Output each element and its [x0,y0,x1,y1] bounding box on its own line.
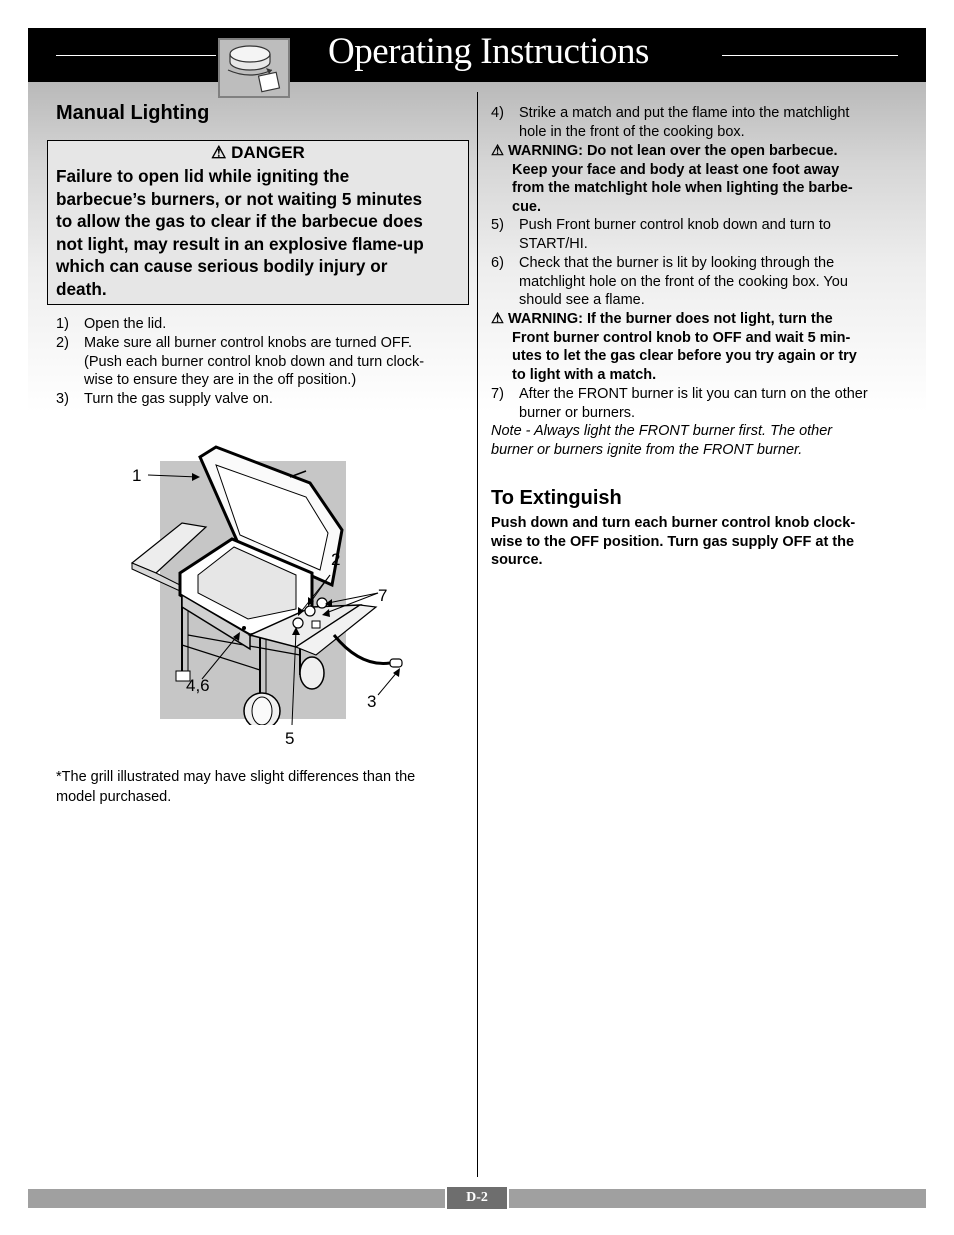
danger-text [56,165,466,301]
callout-4-6: 4,6 [186,676,210,695]
footnote-line: model purchased. [56,788,172,805]
page-title: Operating Instructions [328,31,649,72]
step-line: Open the lid. [84,316,167,332]
danger-line: to allow the gas to clear if the barbecue does [56,211,423,232]
step-line: After the FRONT burner is lit you can turn on the other [519,386,868,402]
note-line: Note - Always light the FRONT burner first. The other [491,423,833,439]
callout-2: 2 [331,550,341,569]
step-text [84,315,166,334]
column-divider [477,92,478,1177]
step-line: matchlight hole on the front of the cooking box. You [519,273,848,290]
step-text [519,216,831,253]
warning-line: Front burner control knob to OFF and wait 5 min- [512,329,851,346]
step-number: 4) [491,105,504,121]
extinguish-text [491,514,911,570]
danger-box [47,140,469,305]
header-bar [28,28,926,82]
step-line: Push Front burner control knob down and turn to [519,217,831,233]
warning-line: Keep your face and body at least one foot away [512,161,840,178]
step-text [84,334,424,390]
danger-line: Failure to open lid while igniting the [56,166,350,186]
footnote [56,768,466,807]
warning-line: ⚠ WARNING: Do not lean over the open barbecue. [491,143,838,159]
danger-line: not light, may result in an explosive flame-up [56,233,424,254]
step-line: (Push each burner control knob down and turn clock- [84,353,425,370]
page-number: D-2 [445,1187,509,1209]
step-text [519,254,848,310]
step-text [84,390,273,409]
danger-heading: ⚠ DANGER [211,143,305,162]
note-line: burner or burners ignite from the FRONT burner. [491,441,803,458]
grill-knob-icon [218,38,290,98]
warning-line: utes to let the gas clear before you try again or try [512,348,857,364]
callout-7: 7 [378,586,388,605]
danger-line: death. [56,278,107,299]
step-line: Strike a match and put the flame into the matchlight [519,105,850,121]
step-text [519,104,849,141]
warning-line: to light with a match. [512,366,657,383]
extinguish-line: source. [491,552,543,568]
step-line: burner or burners. [519,404,636,421]
extinguish-title: To Extinguish [491,487,622,509]
warning-not-lit [491,310,911,384]
danger-line: which can cause serious bodily injury or [56,256,388,277]
step-line: Make sure all burner control knobs are turned OFF. [84,335,413,351]
manual-lighting-title: Manual Lighting [56,102,210,124]
warning-line: ⚠ WARNING: If the burner does not light, turn the [491,311,833,327]
grill-illustration [120,435,420,725]
step-line: START/HI. [519,235,588,252]
warning-line: cue. [512,198,542,215]
extinguish-line: wise to the OFF position. Turn gas supply OFF at the [491,533,855,550]
callout-5: 5 [285,729,295,748]
callout-1: 1 [132,466,142,485]
step-line: Check that the burner is lit by looking through the [519,255,835,271]
step-line: Turn the gas supply valve on. [84,391,273,407]
step-number: 5) [491,217,504,233]
extinguish-line: Push down and turn each burner control knob clock- [491,515,856,531]
step-line: wise to ensure they are in the off position.) [84,372,357,388]
note [491,422,911,459]
step-line: should see a flame. [519,292,645,308]
step-text [519,385,868,422]
step-line: hole in the front of the cooking box. [519,123,745,140]
warning-lean [491,142,911,216]
warning-line: from the matchlight hole when lighting the barbe- [512,180,853,196]
step-number: 1) [56,316,69,332]
danger-line: barbecue’s burners, or not waiting 5 minutes [56,188,423,209]
step-number: 2) [56,335,69,351]
callout-3: 3 [367,692,377,711]
step-number: 6) [491,255,504,271]
footnote-line: *The grill illustrated may have slight differences than the [56,769,416,785]
step-number: 3) [56,391,69,407]
header-rule-right [722,55,898,56]
step-number: 7) [491,386,504,402]
header-rule-left [56,55,216,56]
